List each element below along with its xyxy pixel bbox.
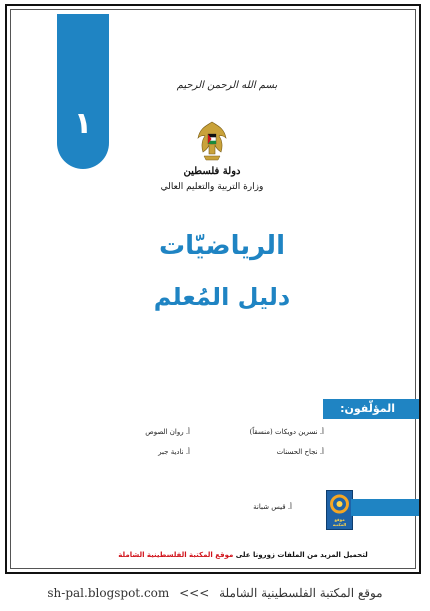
promo-prefix: لتحميل المزيد من الملفات زورونا على (235, 551, 368, 559)
library-logo-icon (327, 491, 352, 519)
library-logo-caption: موقع المكتبة (332, 517, 347, 527)
page-frame (5, 4, 421, 574)
author-4: أ. نادية جبر (158, 448, 190, 456)
authors-heading: المؤلّفون: (323, 399, 419, 419)
author-3: أ. نجاح الحسنات (276, 448, 324, 456)
ministry-name: وزارة التربية والتعليم العالي (160, 182, 264, 192)
author-1: أ. نسرين دويكات (منسقاً) (249, 428, 324, 436)
footer-url[interactable]: sh-pal.blogspot.com (47, 586, 170, 600)
footer-arrows: <<< (179, 586, 210, 600)
footer-site-name: موقع المكتبة الفلسطينية الشاملة (219, 586, 383, 600)
volume-number: ١ (73, 106, 93, 141)
library-logo (326, 490, 353, 530)
book-subtitle: دليل المُعلم (153, 283, 291, 311)
promo-site-link[interactable]: موقع المكتبة الفلسطينية الشاملة (118, 551, 234, 559)
state-name: دولة فلسطين (183, 166, 241, 177)
footer (0, 586, 430, 600)
book-title: الرياضيّات (158, 231, 285, 261)
basmala: بسم الله الرحمن الرحيم (176, 80, 278, 91)
author-2: أ. روان الصوص (145, 428, 190, 436)
volume-tab (57, 14, 109, 169)
promo-line (83, 551, 403, 559)
author-5: أ. قيس شبانة (253, 503, 292, 511)
palestine-emblem-icon (194, 118, 230, 164)
logo-accent-bar (351, 499, 419, 516)
